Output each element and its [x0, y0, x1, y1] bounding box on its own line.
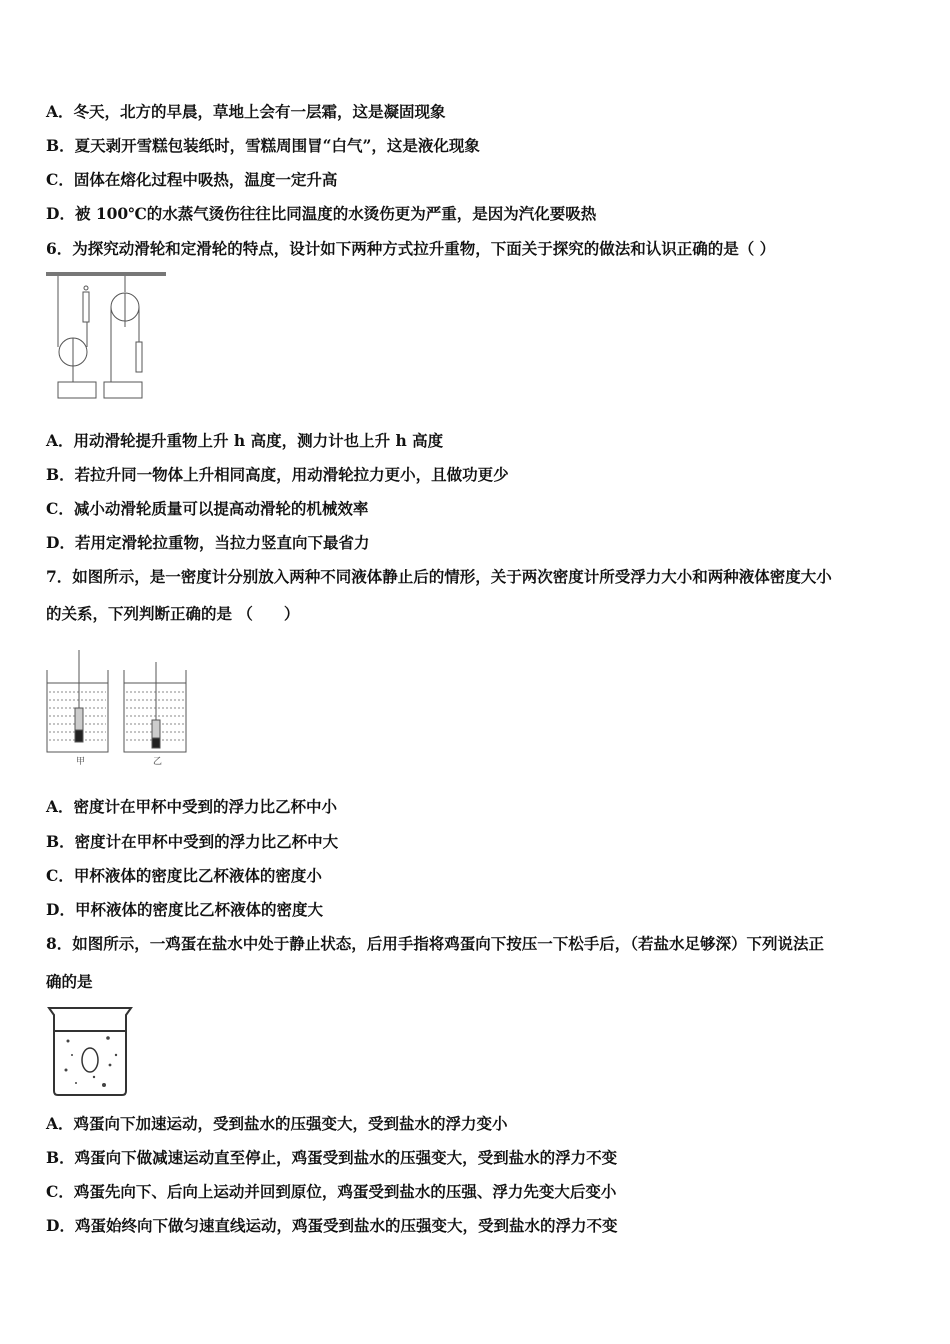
q6-option-b: B．若拉升同一物体上升相同高度，用动滑轮拉力更小，且做功更少 — [46, 465, 509, 484]
q7-stem-line1: 7．如图所示，是一密度计分别放入两种不同液体静止后的情形，关于两次密度计所受浮力大小和两种液体密度大小 — [46, 567, 832, 586]
hydrometer-figure — [46, 640, 191, 770]
q7-option-a: A．密度计在甲杯中受到的浮力比乙杯中小 — [46, 797, 338, 816]
q5-option-c: C．固体在熔化过程中吸热，温度一定升高 — [46, 170, 338, 189]
q5-option-a: A．冬天，北方的早晨，草地上会有一层霜，这是凝固现象 — [46, 102, 446, 121]
caption-yi: 乙 — [153, 757, 163, 767]
q7-stem-line2: 的关系，下列判断正确的是 （ ） — [46, 604, 300, 623]
q7-option-c: C．甲杯液体的密度比乙杯液体的密度小 — [46, 866, 322, 885]
q5-option-b: B．夏天剥开雪糕包装纸时，雪糕周围冒“白气”，这是液化现象 — [46, 136, 480, 155]
egg-beaker-figure — [46, 1005, 136, 1097]
q6-option-a: A．用动滑轮提升重物上升 h 高度，测力计也上升 h 高度 — [46, 431, 444, 450]
caption-jia: 甲 — [76, 757, 86, 767]
q7-option-b: B．密度计在甲杯中受到的浮力比乙杯中大 — [46, 832, 339, 851]
q8-option-b: B．鸡蛋向下做减速运动直至停止，鸡蛋受到盐水的压强变大，受到盐水的浮力不变 — [46, 1148, 618, 1167]
q8-stem-line2: 确的是 — [46, 972, 93, 991]
q8-option-a: A．鸡蛋向下加速运动，受到盐水的压强变大，受到盐水的浮力变小 — [46, 1114, 508, 1133]
q7-option-d: D．甲杯液体的密度比乙杯液体的密度大 — [46, 900, 323, 919]
q6-option-c: C．减小动滑轮质量可以提高动滑轮的机械效率 — [46, 499, 369, 518]
q8-option-c: C．鸡蛋先向下、后向上运动并回到原位，鸡蛋受到盐水的压强、浮力先变大后变小 — [46, 1182, 617, 1201]
q6-option-d: D．若用定滑轮拉重物，当拉力竖直向下最省力 — [46, 533, 370, 552]
pulley-figure — [46, 272, 176, 402]
q8-option-d: D．鸡蛋始终向下做匀速直线运动，鸡蛋受到盐水的压强变大，受到盐水的浮力不变 — [46, 1216, 618, 1235]
q5-option-d: D．被 100℃的水蒸气烫伤往往比同温度的水烫伤更为严重，是因为汽化要吸热 — [46, 204, 597, 223]
q6-stem: 6．为探究动滑轮和定滑轮的特点，设计如下两种方式拉升重物，下面关于探究的做法和认识正确的是（ ） — [46, 239, 776, 258]
q8-stem-line1: 8．如图所示，一鸡蛋在盐水中处于静止状态，后用手指将鸡蛋向下按压一下松手后，（若盐水足够深）下列说法正 — [46, 934, 825, 953]
